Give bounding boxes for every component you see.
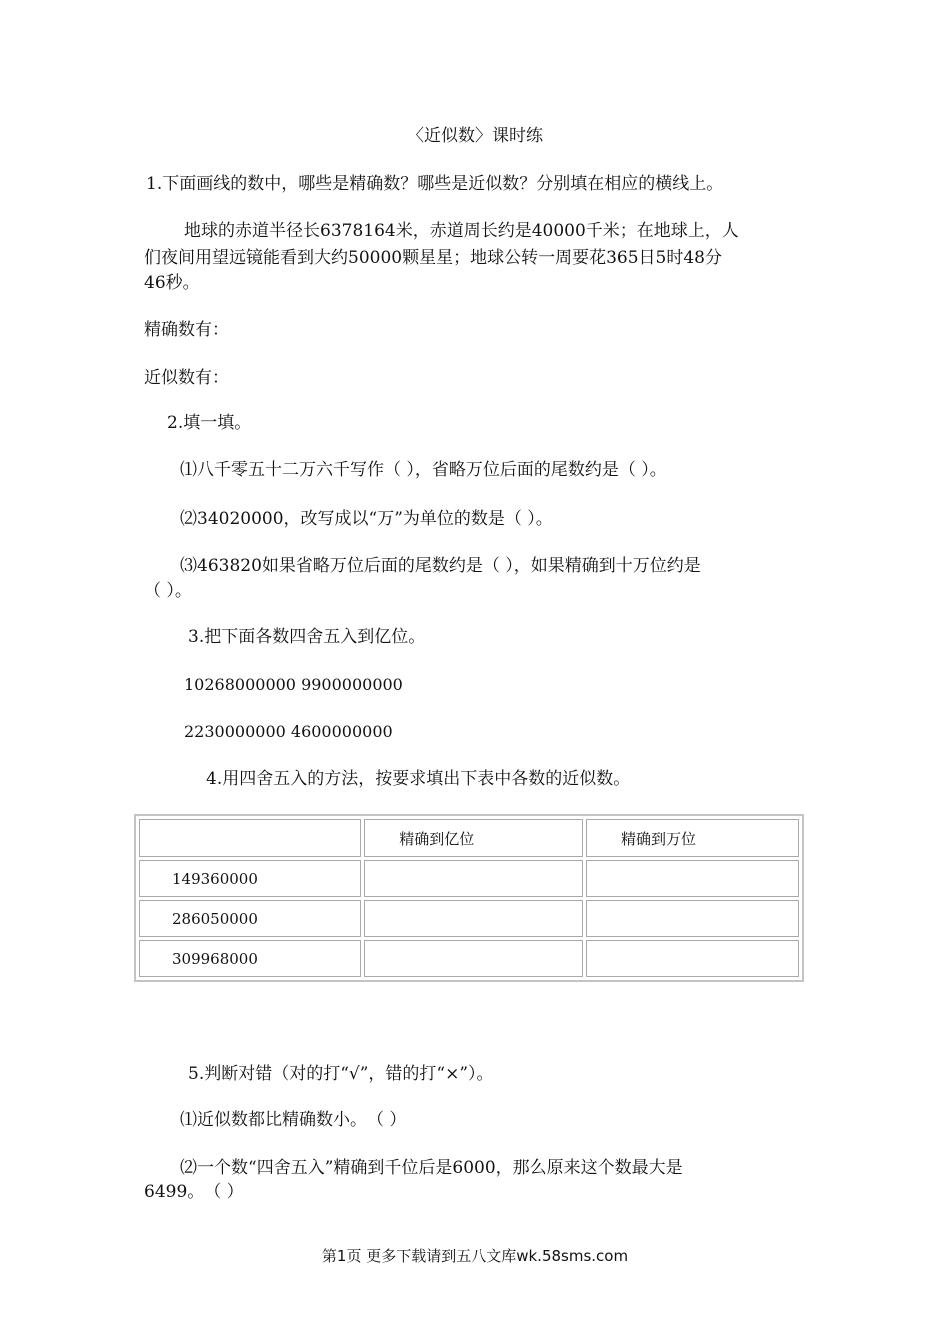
q1-paragraph-line-3: 46秒。 <box>144 273 200 293</box>
table-row <box>139 940 799 977</box>
table-answer-cell[interactable] <box>586 940 799 977</box>
q1-paragraph-line-2: 们夜间用望远镜能看到大约50000颗星星；地球公转一周要花365日5时48分 <box>144 248 722 268</box>
q2-heading: 2.填一填。 <box>167 413 252 433</box>
q2-item-2: ⑵34020000，改写成以“万”为单位的数是（ ）。 <box>180 509 553 529</box>
q1-paragraph-line-1: 地球的赤道半径长6378164米，赤道周长约是40000千米；在地球上，人 <box>184 221 739 241</box>
table-header-row <box>139 819 799 857</box>
q2-item-1: ⑴八千零五十二万六千写作（ ），省略万位后面的尾数约是（ ）。 <box>180 460 667 480</box>
table-answer-cell[interactable] <box>586 860 799 897</box>
table-header-cell: 精确到万位 <box>586 819 799 857</box>
table-row <box>139 900 799 937</box>
q5-item-2-line-2: 6499。 （ ） <box>144 1182 244 1202</box>
q3-numbers-row-1: 10268000000 9900000000 <box>184 675 403 694</box>
table-row-number: 149360000 <box>139 860 361 897</box>
table-header-cell <box>139 819 361 857</box>
table-answer-cell[interactable] <box>364 940 583 977</box>
table-answer-cell[interactable] <box>586 900 799 937</box>
q5-heading: 5.判断对错（对的打“√”，错的打“×”）。 <box>188 1064 494 1084</box>
approx-numbers-label: 近似数有： <box>144 368 229 388</box>
q5-item-2-line-1: ⑵一个数“四舍五入”精确到千位后是6000，那么原来这个数最大是 <box>180 1158 683 1178</box>
table-row-number: 286050000 <box>139 900 361 937</box>
table-row <box>139 860 799 897</box>
exact-numbers-label: 精确数有： <box>144 320 229 340</box>
table-header-cell: 精确到亿位 <box>364 819 583 857</box>
table-answer-cell[interactable] <box>364 860 583 897</box>
q5-item-1: ⑴近似数都比精确数小。 （ ） <box>180 1110 407 1130</box>
table-answer-cell[interactable] <box>364 900 583 937</box>
approximation-table <box>134 814 804 982</box>
q2-item-3-line-2: （ ）。 <box>144 581 192 601</box>
table-row-number: 309968000 <box>139 940 361 977</box>
page-footer: 第1页 更多下载请到五八文库wk.58sms.com <box>321 1247 629 1265</box>
q2-item-3-line-1: ⑶463820如果省略万位后面的尾数约是（ ），如果精确到十万位约是 <box>180 556 701 576</box>
q3-numbers-row-2: 2230000000 4600000000 <box>184 722 393 741</box>
q3-heading: 3.把下面各数四舍五入到亿位。 <box>188 627 426 647</box>
q4-heading: 4.用四舍五入的方法，按要求填出下表中各数的近似数。 <box>206 769 631 789</box>
page-title: 〈近似数〉课时练 <box>407 126 543 146</box>
q1-heading: 1.下面画线的数中，哪些是精确数？哪些是近似数？分别填在相应的横线上。 <box>146 174 724 194</box>
